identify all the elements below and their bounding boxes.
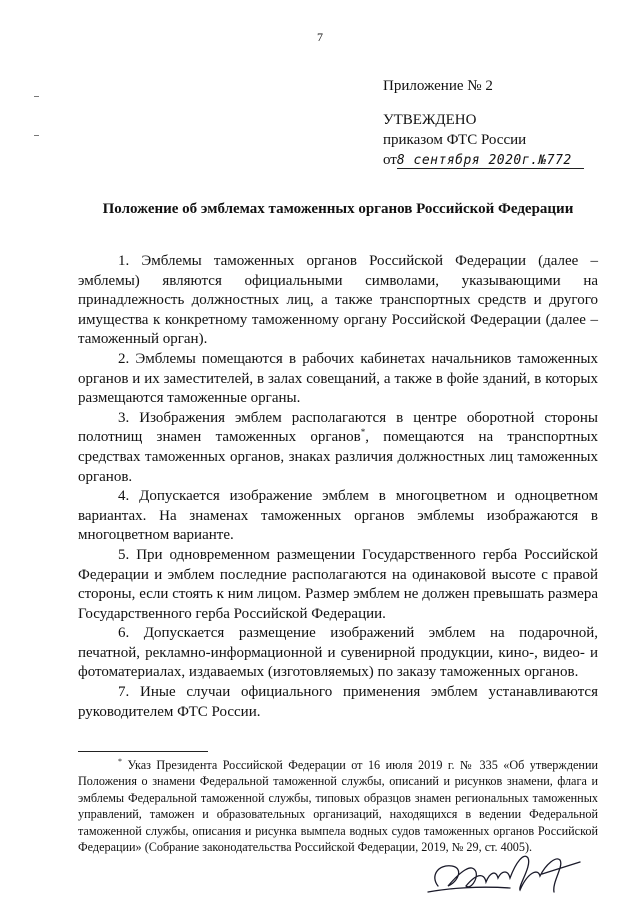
footnote-text: Указ Президента Российской Федерации от 16 июля 2019 г. № 335 «Об утверждении Положения о знамени Федеральной таможенной службы, описаний и рисунков знамени, флага и эмблемы Федеральной таможенной службы, типовых образцов знамен региональных таможенных управлений, таможен и образовательных организаций, находящихся в ведении Федеральной таможенной службы, описания и рисунка вымпела водных судов таможенных органов Российской Федерации» (Собрание законодательства Российской Федерации, 2019, № 29, ст. 4005).	[78, 758, 598, 855]
margin-mark-1	[34, 96, 39, 97]
number-sign: №	[538, 153, 547, 168]
approval-date-line	[383, 150, 584, 171]
paragraph-3-start: 3. Изображения эмблем располагаются в центре оборотной стороны полотнищ знамен таможенных органов	[78, 409, 598, 446]
appendix-label: Приложение № 2	[383, 78, 493, 94]
footnote-divider	[78, 751, 208, 752]
paragraph-5: 5. При одновременном размещении Государственного герба Российской Федерации и эмблем последние располагаются на одинаковой высоте с правой стороны, если стоять к ним лицом. Размер эмблем не должен превышать размера Государственного герба Российской Федерации.	[78, 546, 598, 622]
paragraph-7: 7. Иные случаи официального применения эмблем устанавливаются руководителем ФТС России.	[78, 684, 598, 720]
document-body	[78, 252, 598, 722]
document-title: Положение об эмблемах таможенных органов Российской Федерации	[102, 201, 574, 217]
paragraph-2: 2. Эмблемы помещаются в рабочих кабинетах начальников таможенных органов и их заместителей, в залах совещаний, а также в фойе зданий, в которых размещаются таможенные органы.	[78, 350, 598, 407]
date-prefix: от	[383, 152, 397, 168]
approval-order-line: приказом ФТС России	[383, 132, 527, 148]
footnote-mark: *	[118, 756, 122, 766]
signature	[420, 842, 590, 900]
paragraph-3	[78, 409, 598, 487]
order-date: 8 сентября 2020г.	[396, 153, 539, 168]
paragraph-3-end: , помещаются на транспортных средствах таможенных органов, знаках различия должностных лиц таможенных органов.	[78, 429, 598, 485]
paragraph-1: 1. Эмблемы таможенных органов Российской Федерации (далее – эмблемы) являются официальными символами, указывающими на принадлежность должностных лиц, а также транспортных средств и другого имущества к конкретному таможенному органу Российской Федерации (далее – таможенный орган).	[78, 253, 598, 348]
paragraph-6: 6. Допускается размещение изображений эмблем на подарочной, печатной, рекламно-информационной и сувенирной продукции, кино-, видео- и фотоматериалах, издаваемых (изготовляемых) по заказу таможенных органов.	[78, 625, 598, 681]
approval-heading: УТВЕЖДЕНО	[383, 112, 477, 128]
order-number: 772	[546, 153, 572, 168]
footnote	[78, 757, 598, 855]
paragraph-4: 4. Допускается изображение эмблем в многоцветном и одноцветном вариантах. На знаменах таможенных органов эмблемы изображаются в многоцветном варианте.	[78, 488, 598, 544]
margin-mark-2	[34, 135, 39, 136]
approval-block	[383, 110, 584, 171]
page-number: 7	[317, 30, 323, 44]
order-date-number	[397, 152, 584, 169]
footnote-reference: *	[360, 427, 366, 438]
